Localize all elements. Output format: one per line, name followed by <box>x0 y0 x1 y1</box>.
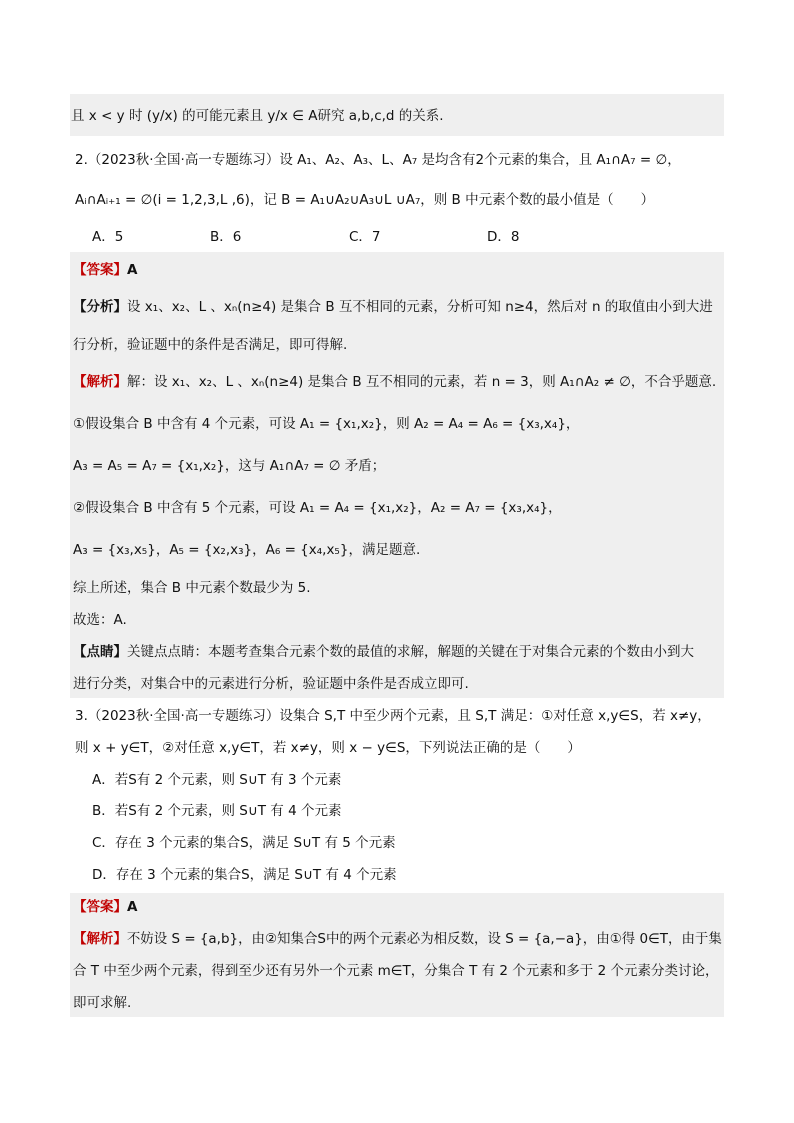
q2-stem-line-2: Aᵢ∩Aᵢ₊₁ = ∅(i = 1,2,3,L ,6)，记 B = A₁∪A₂∪A₃∪L ∪A₇，则 B 中元素个数的最小值是（ ） <box>75 192 655 208</box>
q3-option-b: B．若S有 2 个元素，则 S∪T 有 4 个元素 <box>92 803 342 819</box>
q2-analysis-row-2: 行分析，验证题中的条件是否满足，即可得解. <box>73 337 348 353</box>
q3-answer-row <box>73 897 137 917</box>
q2-solution-tag: 【解析】 <box>73 374 127 390</box>
q2-option-d: D．8 <box>487 229 520 245</box>
q2-comment-row-2: 进行分类，对集合中的元素进行分析，验证题中条件是否成立即可. <box>73 676 469 692</box>
q3-solution-tag: 【解析】 <box>73 931 127 947</box>
q2-comment-text-1: 关键点点睛：本题考查集合元素个数的最值的求解，解题的关键在于对集合元素的个数由小到大 <box>127 644 694 660</box>
q2-comment-tag: 【点睛】 <box>73 644 127 660</box>
q2-option-a: A．5 <box>92 229 124 245</box>
q2-analysis-row-1 <box>73 297 713 317</box>
q2-comment-row-1 <box>73 642 694 662</box>
q3-solution-row-3: 即可求解. <box>73 995 132 1011</box>
q3-option-d: D．存在 3 个元素的集合S，满足 S∪T 有 4 个元素 <box>92 867 397 883</box>
q3-option-c: C．存在 3 个元素的集合S，满足 S∪T 有 5 个元素 <box>92 835 396 851</box>
q2-solution-row-3: A₃ = A₅ = A₇ = {x₁,x₂}，这与 A₁∩A₇ = ∅ 矛盾； <box>73 458 386 474</box>
q3-stem-line-1: 3.（2023秋·全国·高一专题练习）设集合 S,T 中至少两个元素，且 S,T 满足：①对任意 x,y∈S，若 x≠y， <box>75 708 711 724</box>
q2-answer-value: A <box>127 262 138 278</box>
q2-solution-row-5: A₃ = {x₃,x₅}，A₅ = {x₂,x₃}，A₆ = {x₄,x₅}，满足题意. <box>73 542 421 558</box>
q3-answer-value: A <box>127 899 138 915</box>
q2-solution-text-1: 解：设 x₁、x₂、L 、xₙ(n≥4) 是集合 B 互不相同的元素，若 n = 3，则 A₁∩A₂ ≠ ∅，不合乎题意. <box>127 374 717 390</box>
q3-option-a: A．若S有 2 个元素，则 S∪T 有 3 个元素 <box>92 772 342 788</box>
q2-stem-line-1: 2.（2023秋·全国·高一专题练习）设 A₁、A₂、A₃、L、A₇ 是均含有2个元素的集合，且 A₁∩A₇ = ∅， <box>75 152 681 168</box>
q2-solution-row-4: ②假设集合 B 中含有 5 个元素，可设 A₁ = A₄ = {x₁,x₂}，A₂ = A₇ = {x₃,x₄}， <box>73 500 562 516</box>
q3-stem-line-2: 则 x + y∈T，②对任意 x,y∈T，若 x≠y，则 x − y∈S，下列说法正确的是（ ） <box>75 740 581 756</box>
q2-option-b: B．6 <box>210 229 242 245</box>
q2-solution-row-6: 综上所述，集合 B 中元素个数最少为 5. <box>73 580 311 596</box>
q2-analysis-tag: 【分析】 <box>73 299 127 315</box>
q3-solution-row-2: 合 T 中至少两个元素，得到至少还有另外一个元素 m∈T，分集合 T 有 2 个元素和多于 2 个元素分类讨论， <box>73 963 719 979</box>
q2-solution-row-1 <box>73 372 716 392</box>
q3-solution-row-1 <box>73 929 722 949</box>
shaded-block-q3-answer <box>70 893 724 1017</box>
continuation-line: 且 x < y 时 (y/x) 的可能元素且 y/x ∈ A研究 a,b,c,d 的关系. <box>71 108 444 124</box>
q2-answer-tag: 【答案】 <box>73 262 127 278</box>
q2-solution-row-2: ①假设集合 B 中含有 4 个元素，可设 A₁ = {x₁,x₂}，则 A₂ = A₄ = A₆ = {x₃,x₄}， <box>73 416 580 432</box>
q2-option-c: C．7 <box>349 229 381 245</box>
q3-answer-tag: 【答案】 <box>73 899 127 915</box>
q2-answer-row <box>73 260 137 280</box>
q3-solution-text-1: 不妨设 S = {a,b}，由②知集合S中的两个元素必为相反数，设 S = {a,−a}，由①得 0∈T，由于集 <box>126 931 722 947</box>
q2-solution-row-7: 故选：A. <box>73 612 127 628</box>
q2-analysis-text-1: 设 x₁、x₂、L 、xₙ(n≥4) 是集合 B 互不相同的元素，分析可知 n≥4，然后对 n 的取值由小到大进 <box>127 299 713 315</box>
